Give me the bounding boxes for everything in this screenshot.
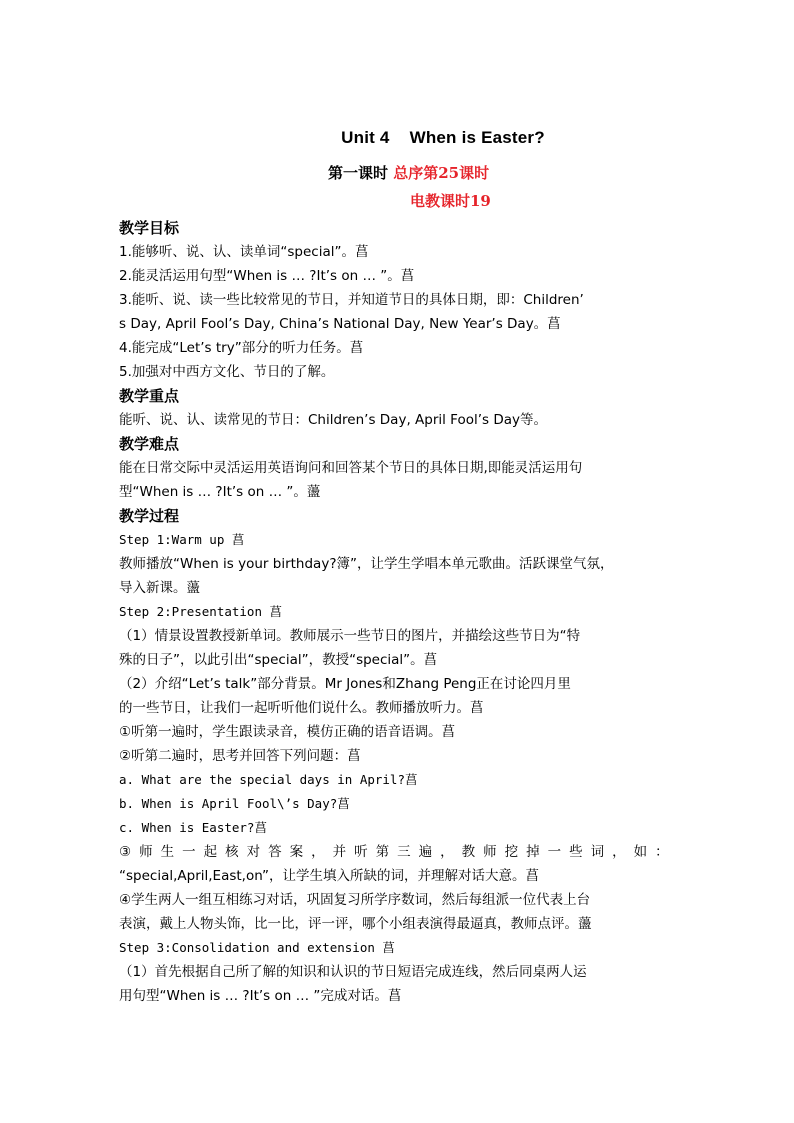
title-question: When is Easter? bbox=[409, 128, 545, 147]
text-line: Step 2:Presentation 菖 bbox=[119, 604, 283, 619]
text-line: 4.能完成“Let’s try”部分的听力任务。菖 bbox=[119, 340, 364, 356]
section-heading: 教学目标 bbox=[119, 219, 180, 237]
text-line: Step 1:Warm up 菖 bbox=[119, 532, 245, 547]
text-line: 的一些节日，让我们一起听听他们说什么。教师播放听力。菖 bbox=[119, 700, 484, 716]
text-line: a. What are the special days in April?菖 bbox=[119, 772, 418, 787]
text-line: Step 3:Consolidation and extension 菖 bbox=[119, 940, 395, 955]
text-line: ①听第一遍时，学生跟读录音，模仿正确的语音语调。菖 bbox=[119, 724, 456, 740]
text-line: “special,April,East,on”，让学生填入所缺的词，并理解对话大意。菖 bbox=[119, 868, 540, 884]
text-line: 表演，戴上人物头饰，比一比，评一评，哪个小组表演得最逼真，教师点评。蘯 bbox=[119, 916, 592, 932]
text-line: 能听、说、认、读常见的节日：Children’s Day, April Fool’s Day等。 bbox=[119, 412, 547, 428]
document-body bbox=[119, 216, 685, 1008]
section-heading: 教学过程 bbox=[119, 507, 180, 525]
lesson-subtitle bbox=[328, 162, 489, 183]
text-line: 用句型“When is … ?It’s on … ”完成对话。菖 bbox=[119, 988, 402, 1004]
title-unit: Unit 4 bbox=[341, 128, 390, 147]
text-line: （1）情景设置教授新单词。教师展示一些节日的图片，并描绘这些节日为“特 bbox=[119, 628, 581, 644]
text-line: （2）介绍“Let’s talk”部分背景。Mr Jones和Zhang Peng正在讨论四月里 bbox=[119, 676, 571, 692]
text-line: b. When is April Fool\’s Day?菖 bbox=[119, 796, 350, 811]
lesson-label: 第一课时 bbox=[328, 164, 389, 182]
text-line: 2.能灵活运用句型“When is … ?It’s on … ”。菖 bbox=[119, 268, 415, 284]
section-heading: 教学难点 bbox=[119, 435, 180, 453]
text-line: ②听第二遍时，思考并回答下列问题：菖 bbox=[119, 748, 361, 764]
overall-lesson-label: 总序第25课时 bbox=[393, 164, 490, 182]
text-line: （1）首先根据自己所了解的知识和认识的节日短语完成连线，然后同桌两人运 bbox=[119, 964, 587, 980]
text-line: 3.能听、说、读一些比较常见的节日，并知道节日的具体日期，即：Children’ bbox=[119, 292, 584, 308]
document-title bbox=[0, 128, 794, 148]
text-line: s Day, April Fool’s Day, China’s National Day, New Year’s Day。菖 bbox=[119, 316, 561, 332]
text-line: 1.能够听、说、认、读单词“special”。菖 bbox=[119, 244, 369, 260]
text-line: c. When is Easter?菖 bbox=[119, 820, 267, 835]
text-line: ③师生一起核对答案，并听第三遍，教师挖掉一些词，如： bbox=[119, 844, 677, 860]
text-line: ④学生两人一组互相练习对话，巩固复习所学序数词，然后每组派一位代表上台 bbox=[119, 892, 591, 908]
text-line: 教师播放“When is your birthday?簿”，让学生学唱本单元歌曲。活跃课堂气氛， bbox=[119, 556, 614, 572]
text-line: 殊的日子”，以此引出“special”，教授“special”。菖 bbox=[119, 652, 438, 668]
text-line: 能在日常交际中灵活运用英语询问和回答某个节日的具体日期,即能灵活运用句 bbox=[119, 460, 583, 476]
section-heading: 教学重点 bbox=[119, 387, 180, 405]
text-line: 5.加强对中西方文化、节日的了解。 bbox=[119, 364, 335, 380]
audio-lesson-label: 电教课时19 bbox=[410, 192, 491, 210]
text-line: 导入新课。蘯 bbox=[119, 580, 200, 596]
text-line: 型“When is … ?It’s on … ”。蘯 bbox=[119, 484, 321, 500]
